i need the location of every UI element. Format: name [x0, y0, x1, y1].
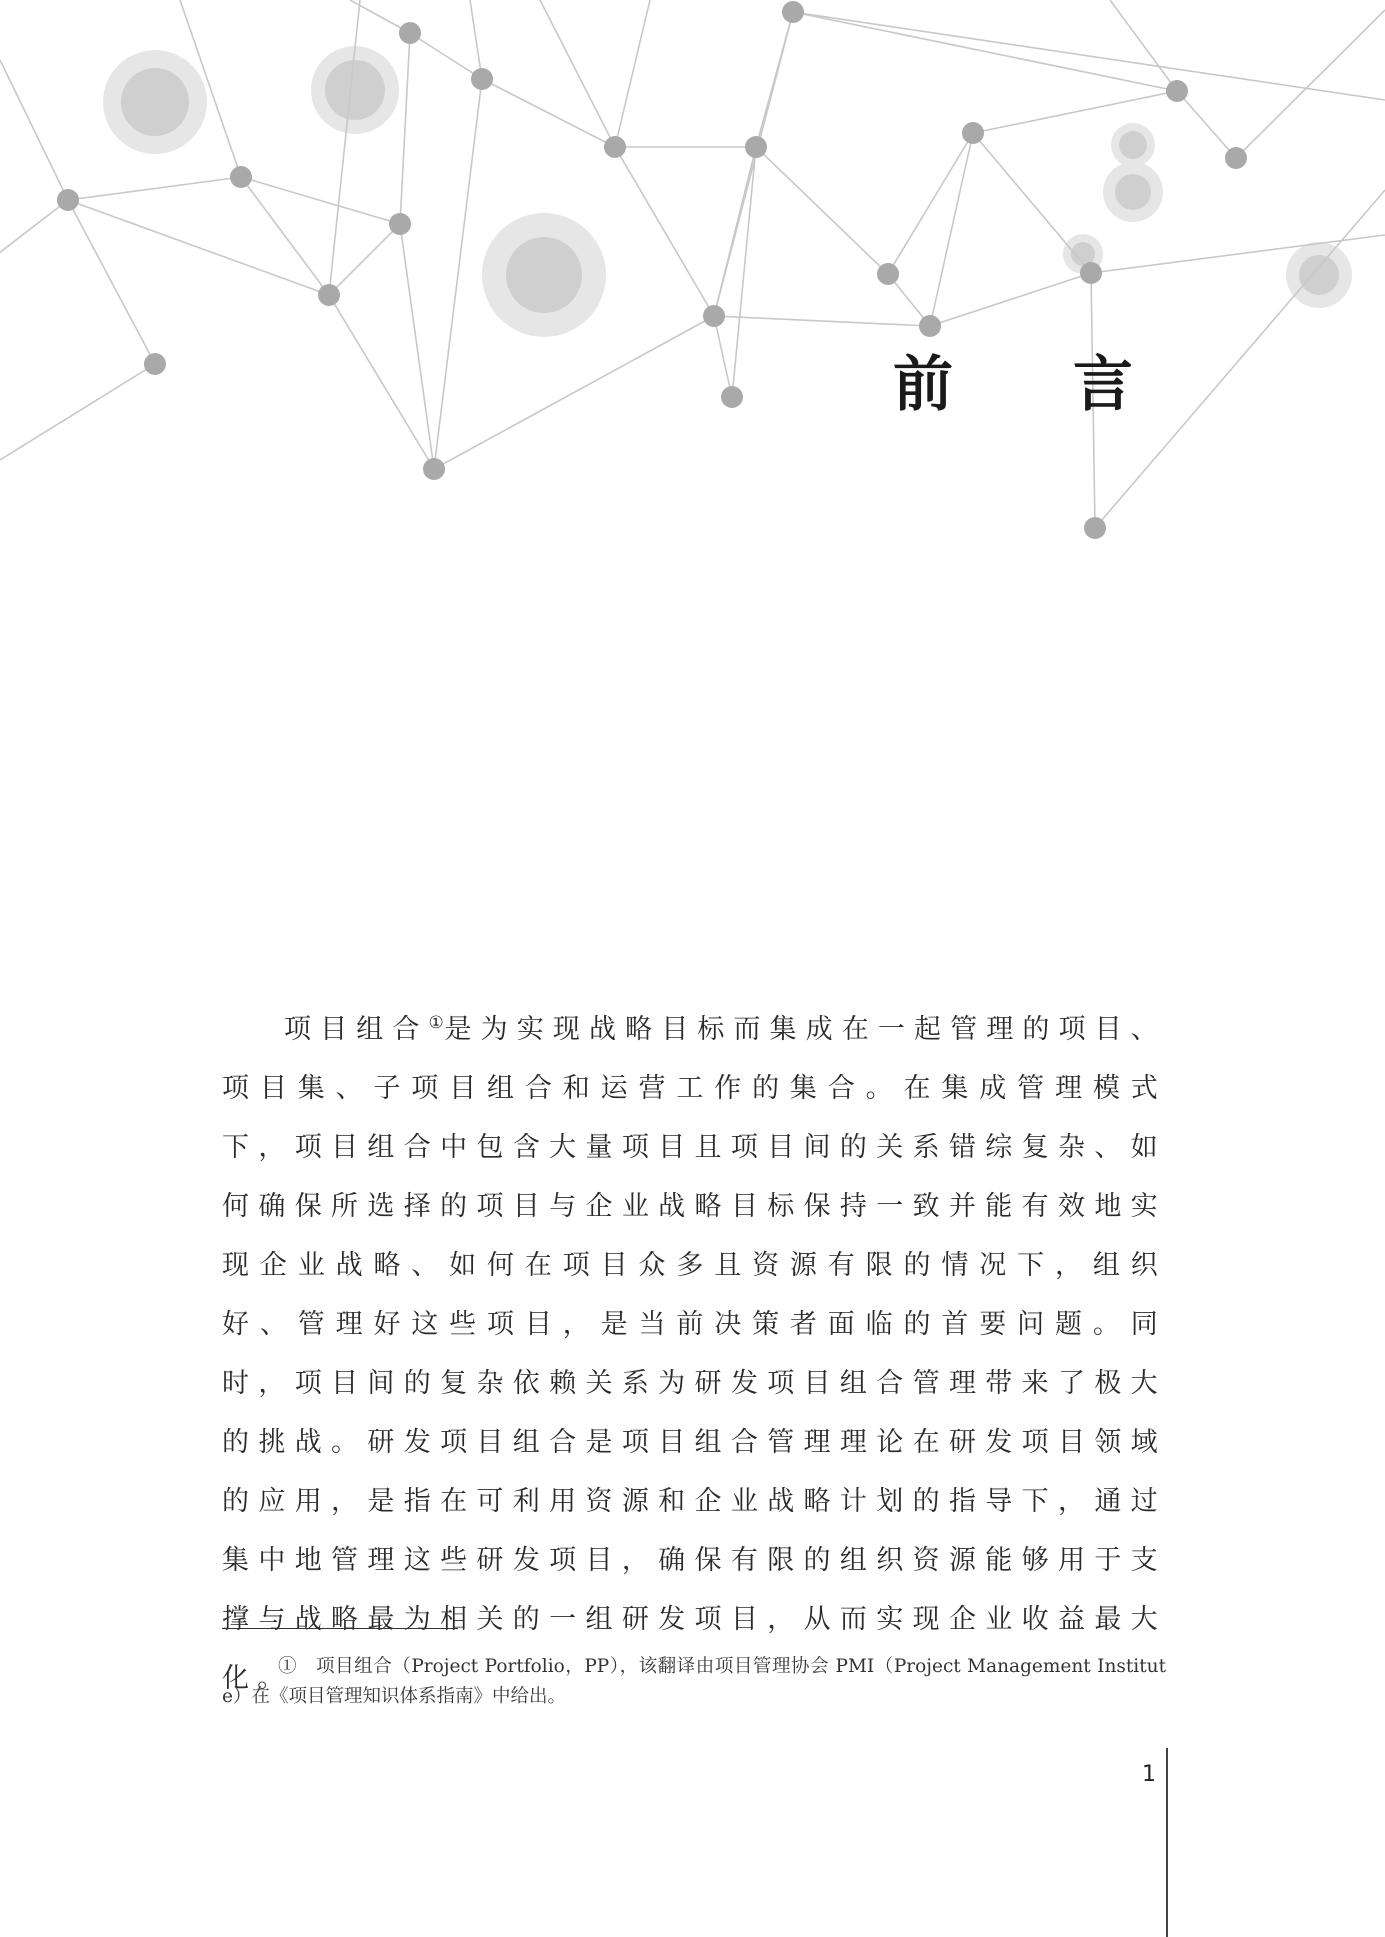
- body-text-main: 是为实现战略目标而集成在一起管理的项目、项目集、子项目组合和运营工作的集合。在集成管理模式下，项目组合中包含大量项目且项目间的关系错综复杂、如何确保所选择的项目与企业战略目标保持一致并能有效地实现企业战略、如何在项目众多且资源有限的情况下，组织好、管理好这些项目，是当前决策者面临的首要问题。同时，项目间的复杂依赖关系为研发项目组合管理带来了极大的挑战。研发项目组合是项目组合管理理论在研发项目领域的应用，是指在可利用资源和企业战略计划的指导下，通过集中地管理这些研发项目，确保有限的组织资源能够用于支撑与战略最为相关的一组研发项目，从而实现企业收益最大化。: [222, 1014, 1167, 1694]
- network-link: [714, 12, 793, 316]
- network-link: [241, 177, 400, 224]
- network-link: [714, 316, 930, 326]
- network-link: [615, 147, 714, 316]
- network-node: [1084, 517, 1106, 539]
- network-link: [1095, 190, 1385, 528]
- network-link: [756, 147, 888, 274]
- network-node: [877, 263, 899, 285]
- page-edge-rule: [1166, 1748, 1168, 1937]
- network-link: [329, 295, 434, 469]
- network-link: [0, 200, 68, 260]
- network-link: [0, 364, 155, 460]
- network-node: [399, 22, 421, 44]
- network-decoration: [0, 0, 1385, 560]
- network-link: [930, 133, 973, 326]
- footnote-divider: [222, 1628, 458, 1629]
- network-halo-inner: [121, 68, 189, 136]
- network-link: [410, 33, 482, 79]
- network-link: [793, 12, 1177, 91]
- network-link: [732, 147, 756, 397]
- network-link: [434, 79, 482, 469]
- network-link: [714, 316, 732, 397]
- network-halo-inner: [506, 237, 582, 313]
- network-node: [144, 353, 166, 375]
- network-halo-inner: [1299, 255, 1339, 295]
- network-node: [703, 305, 725, 327]
- title-char-1: 前: [893, 350, 953, 420]
- network-link: [329, 224, 400, 295]
- body-paragraph: [222, 1000, 1166, 1708]
- network-link: [930, 273, 1091, 326]
- footnote-ref: ①: [428, 1013, 445, 1033]
- network-link: [400, 33, 410, 224]
- network-node: [230, 166, 252, 188]
- network-link: [400, 224, 434, 469]
- network-link: [1177, 91, 1236, 158]
- network-node: [57, 189, 79, 211]
- network-halo-inner: [1115, 174, 1151, 210]
- network-link: [888, 133, 973, 274]
- network-link: [241, 177, 329, 295]
- network-node: [423, 458, 445, 480]
- network-link: [68, 200, 155, 364]
- page-number: 1: [1142, 1762, 1156, 1787]
- network-link: [793, 12, 1385, 100]
- network-link: [973, 91, 1177, 133]
- network-link: [615, 0, 650, 147]
- network-node: [1080, 262, 1102, 284]
- network-link: [329, 0, 360, 295]
- network-node: [745, 136, 767, 158]
- title-char-2: 言: [1073, 350, 1133, 420]
- page-title: [893, 345, 1133, 425]
- network-link: [540, 0, 615, 147]
- network-link: [470, 0, 482, 79]
- network-halo-inner: [1119, 131, 1147, 159]
- network-node: [962, 122, 984, 144]
- network-node: [1166, 80, 1188, 102]
- body-text-lead: 项目组合: [284, 1014, 429, 1045]
- network-node: [318, 284, 340, 306]
- network-link: [68, 200, 329, 295]
- network-node: [721, 386, 743, 408]
- network-node: [1225, 147, 1247, 169]
- network-node: [919, 315, 941, 337]
- network-node: [471, 68, 493, 90]
- network-node: [604, 136, 626, 158]
- network-link: [434, 316, 714, 469]
- network-node: [389, 213, 411, 235]
- network-link: [68, 177, 241, 200]
- network-halo-inner: [325, 60, 385, 120]
- network-link: [0, 60, 68, 200]
- network-link: [973, 133, 1091, 273]
- network-link: [1236, 10, 1385, 158]
- network-link: [1110, 0, 1177, 91]
- network-link: [482, 79, 615, 147]
- network-node: [782, 1, 804, 23]
- footnote: ① 项目组合（Project Portfolio，PP），该翻译由项目管理协会 PMI（Project Management Institute）在《项目管理知识体系指南》中给出。: [222, 1656, 1166, 1707]
